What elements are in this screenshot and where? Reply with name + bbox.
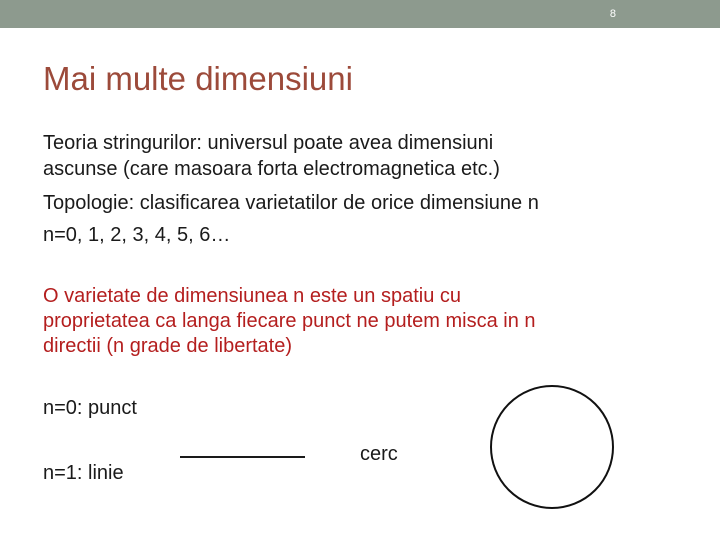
- definition-line-1: O varietate de dimensiunea n este un spatiu cu: [43, 285, 462, 307]
- slide-number: 8: [609, 8, 616, 20]
- body-line-3: Topologie: clasificarea varietatilor de orice dimensiune n: [43, 192, 539, 214]
- circle-illustration: [490, 385, 614, 509]
- example-circle-label: cerc: [360, 443, 398, 465]
- line-segment-illustration: [180, 456, 305, 458]
- definition-line-2: proprietatea ca langa fiecare punct ne putem misca in n: [43, 310, 536, 332]
- top-bar: [0, 0, 720, 28]
- slide-title: Mai multe dimensiuni: [43, 60, 353, 97]
- body-line-1: Teoria stringurilor: universul poate avea dimensiuni: [43, 132, 494, 154]
- body-line-4: n=0, 1, 2, 3, 4, 5, 6…: [43, 224, 231, 246]
- example-point-label: n=0: punct: [43, 397, 137, 419]
- body-line-2: ascunse (care masoara forta electromagnetica etc.): [43, 158, 500, 180]
- definition-line-3: directii (n grade de libertate): [43, 335, 293, 357]
- example-line-label: n=1: linie: [43, 462, 124, 484]
- definition-text: [43, 284, 536, 359]
